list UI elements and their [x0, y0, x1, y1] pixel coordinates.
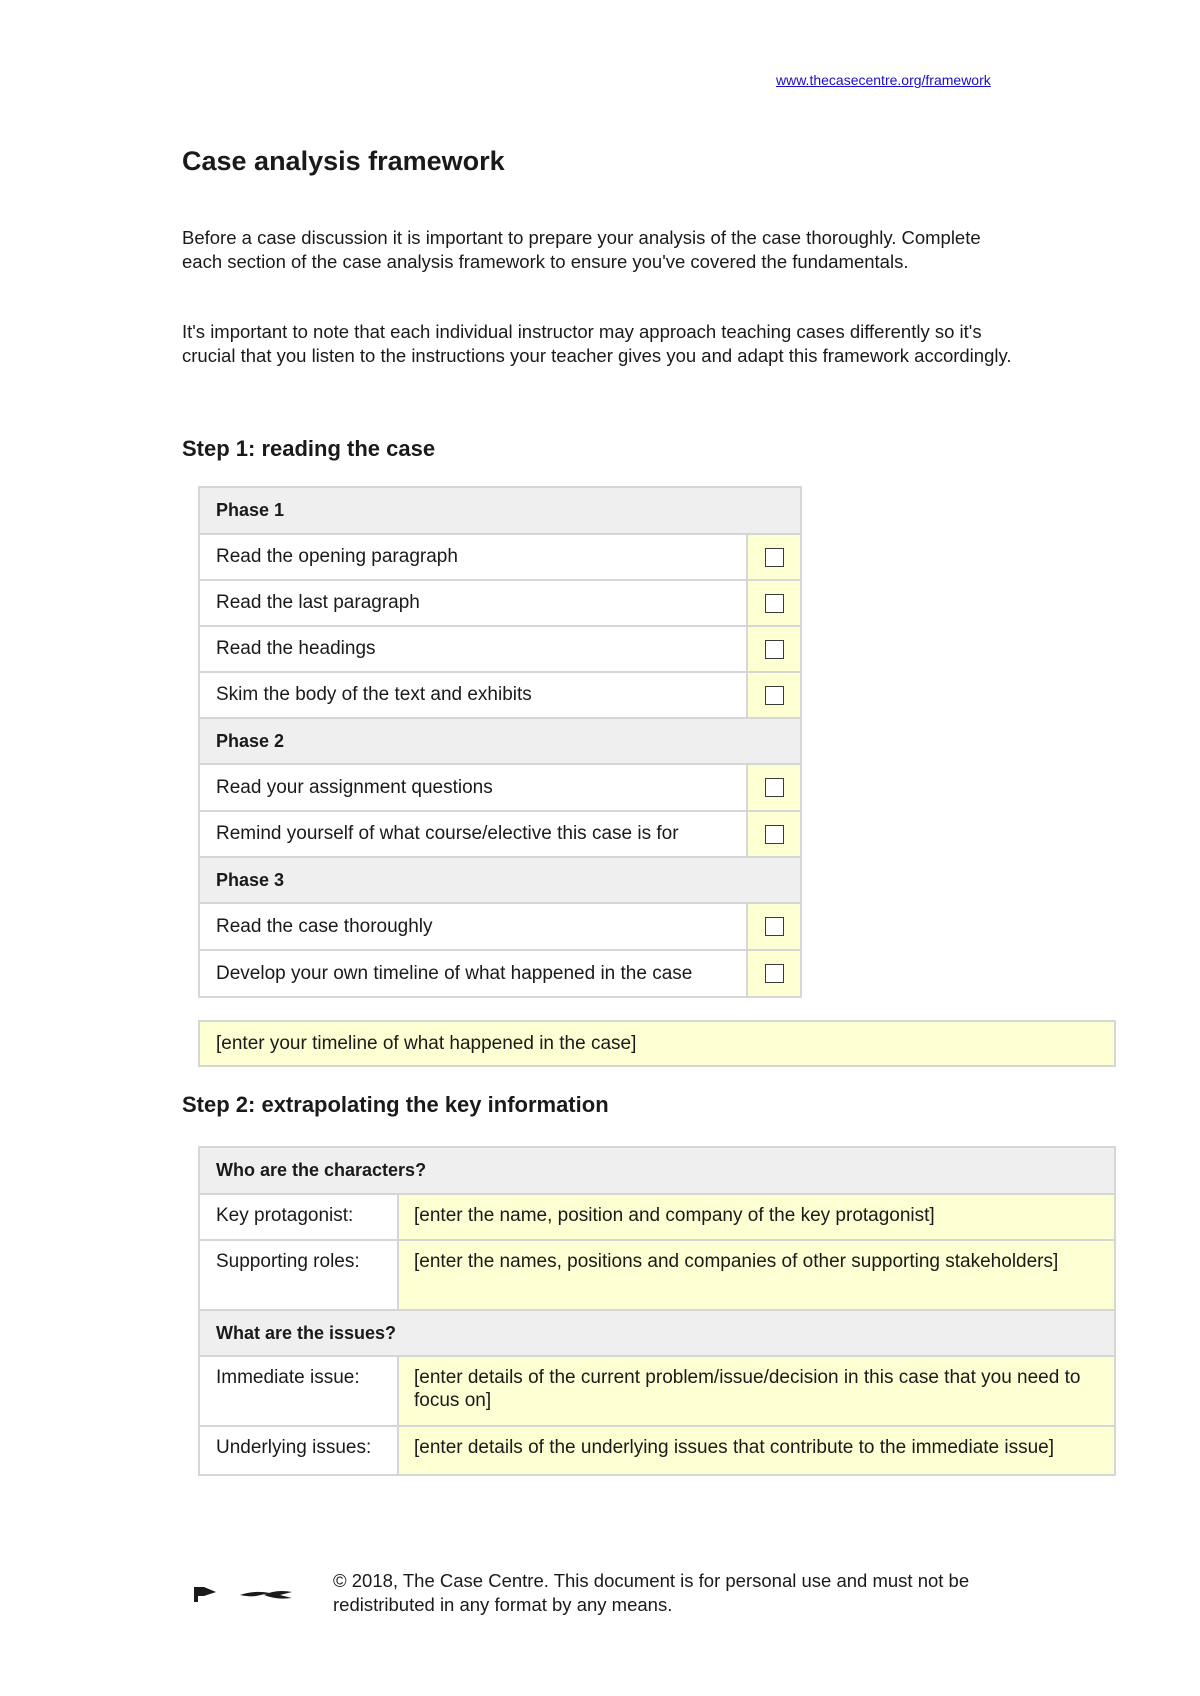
phase-row	[200, 719, 800, 765]
phase-label: Phase 2	[216, 730, 285, 751]
task-label: Read the opening paragraph	[200, 535, 748, 579]
key-information-table	[198, 1146, 1116, 1476]
task-row	[200, 951, 800, 996]
task-label: Remind yourself of what course/elective this case is for	[200, 812, 748, 856]
task-row	[200, 535, 800, 581]
supporting-roles-label: Supporting roles:	[200, 1241, 399, 1309]
characters-heading: Who are the characters?	[216, 1160, 427, 1180]
timeline-input[interactable]: [enter your timeline of what happened in the case]	[198, 1020, 1116, 1067]
task-label: Read the last paragraph	[200, 581, 748, 625]
task-label: Read the headings	[200, 627, 748, 671]
section-header-row	[200, 1311, 1114, 1357]
underlying-issues-field[interactable]: [enter details of the underlying issues that contribute to the immediate issue]	[399, 1427, 1114, 1474]
task-checkbox[interactable]	[765, 686, 784, 705]
task-row	[200, 904, 800, 951]
task-check-cell	[748, 535, 800, 579]
immediate-issue-field[interactable]: [enter details of the current problem/issue/decision in this case that you need to focus on]	[399, 1357, 1114, 1425]
issues-heading: What are the issues?	[216, 1322, 397, 1343]
phase-row	[200, 488, 800, 535]
key-protagonist-label: Key protagonist:	[200, 1195, 399, 1239]
framework-link[interactable]: www.thecasecentre.org/framework	[776, 72, 991, 88]
section-header-row	[200, 1148, 1114, 1195]
underlying-issues-label: Underlying issues:	[200, 1427, 399, 1474]
phase-label: Phase 1	[216, 500, 285, 520]
task-checkbox[interactable]	[765, 640, 784, 659]
task-check-cell	[748, 673, 800, 717]
page-title: Case analysis framework	[182, 146, 505, 176]
task-check-cell	[748, 812, 800, 856]
intro-paragraph-2: It's important to note that each individual instructor may approach teaching cases differently so it's crucial that you listen to the instructions your teacher gives you and adapt this framework accordingly.	[182, 321, 1012, 366]
task-check-cell	[748, 581, 800, 625]
task-check-cell	[748, 904, 800, 949]
task-label: Read your assignment questions	[200, 765, 748, 810]
phase-row	[200, 858, 800, 904]
phase-label: Phase 3	[216, 869, 285, 890]
immediate-issue-label: Immediate issue:	[200, 1357, 399, 1425]
info-row	[200, 1357, 1114, 1427]
task-row	[200, 581, 800, 627]
task-row	[200, 627, 800, 673]
step2-heading: Step 2: extrapolating the key information	[182, 1092, 609, 1117]
task-checkbox[interactable]	[765, 778, 784, 797]
task-check-cell	[748, 627, 800, 671]
info-row	[200, 1427, 1114, 1474]
info-row	[200, 1195, 1114, 1241]
task-check-cell	[748, 951, 800, 996]
task-checkbox[interactable]	[765, 548, 784, 567]
info-row	[200, 1241, 1114, 1311]
task-checkbox[interactable]	[765, 917, 784, 936]
supporting-roles-field[interactable]: [enter the names, positions and companies of other supporting stakeholders]	[399, 1241, 1114, 1309]
copyright-notice: © 2018, The Case Centre. This document is for personal use and must not be redistributed in any format by any means.	[333, 1570, 970, 1615]
task-label: Skim the body of the text and exhibits	[200, 673, 748, 717]
task-label: Read the case thoroughly	[200, 904, 748, 949]
task-label: Develop your own timeline of what happened in the case	[200, 951, 748, 996]
task-checkbox[interactable]	[765, 825, 784, 844]
task-row	[200, 765, 800, 812]
task-checkbox[interactable]	[765, 964, 784, 983]
reading-checklist-table	[198, 486, 802, 998]
task-row	[200, 673, 800, 719]
key-protagonist-field[interactable]: [enter the name, position and company of the key protagonist]	[399, 1195, 1114, 1239]
task-checkbox[interactable]	[765, 594, 784, 613]
intro-paragraph-1: Before a case discussion it is important to prepare your analysis of the case thoroughly. Complete each section of the case analysis framework to ensure you've covered the fundamentals.	[182, 227, 981, 272]
step1-heading: Step 1: reading the case	[182, 436, 436, 461]
task-check-cell	[748, 765, 800, 810]
case-centre-logo-icon	[192, 1584, 302, 1606]
task-row	[200, 812, 800, 858]
